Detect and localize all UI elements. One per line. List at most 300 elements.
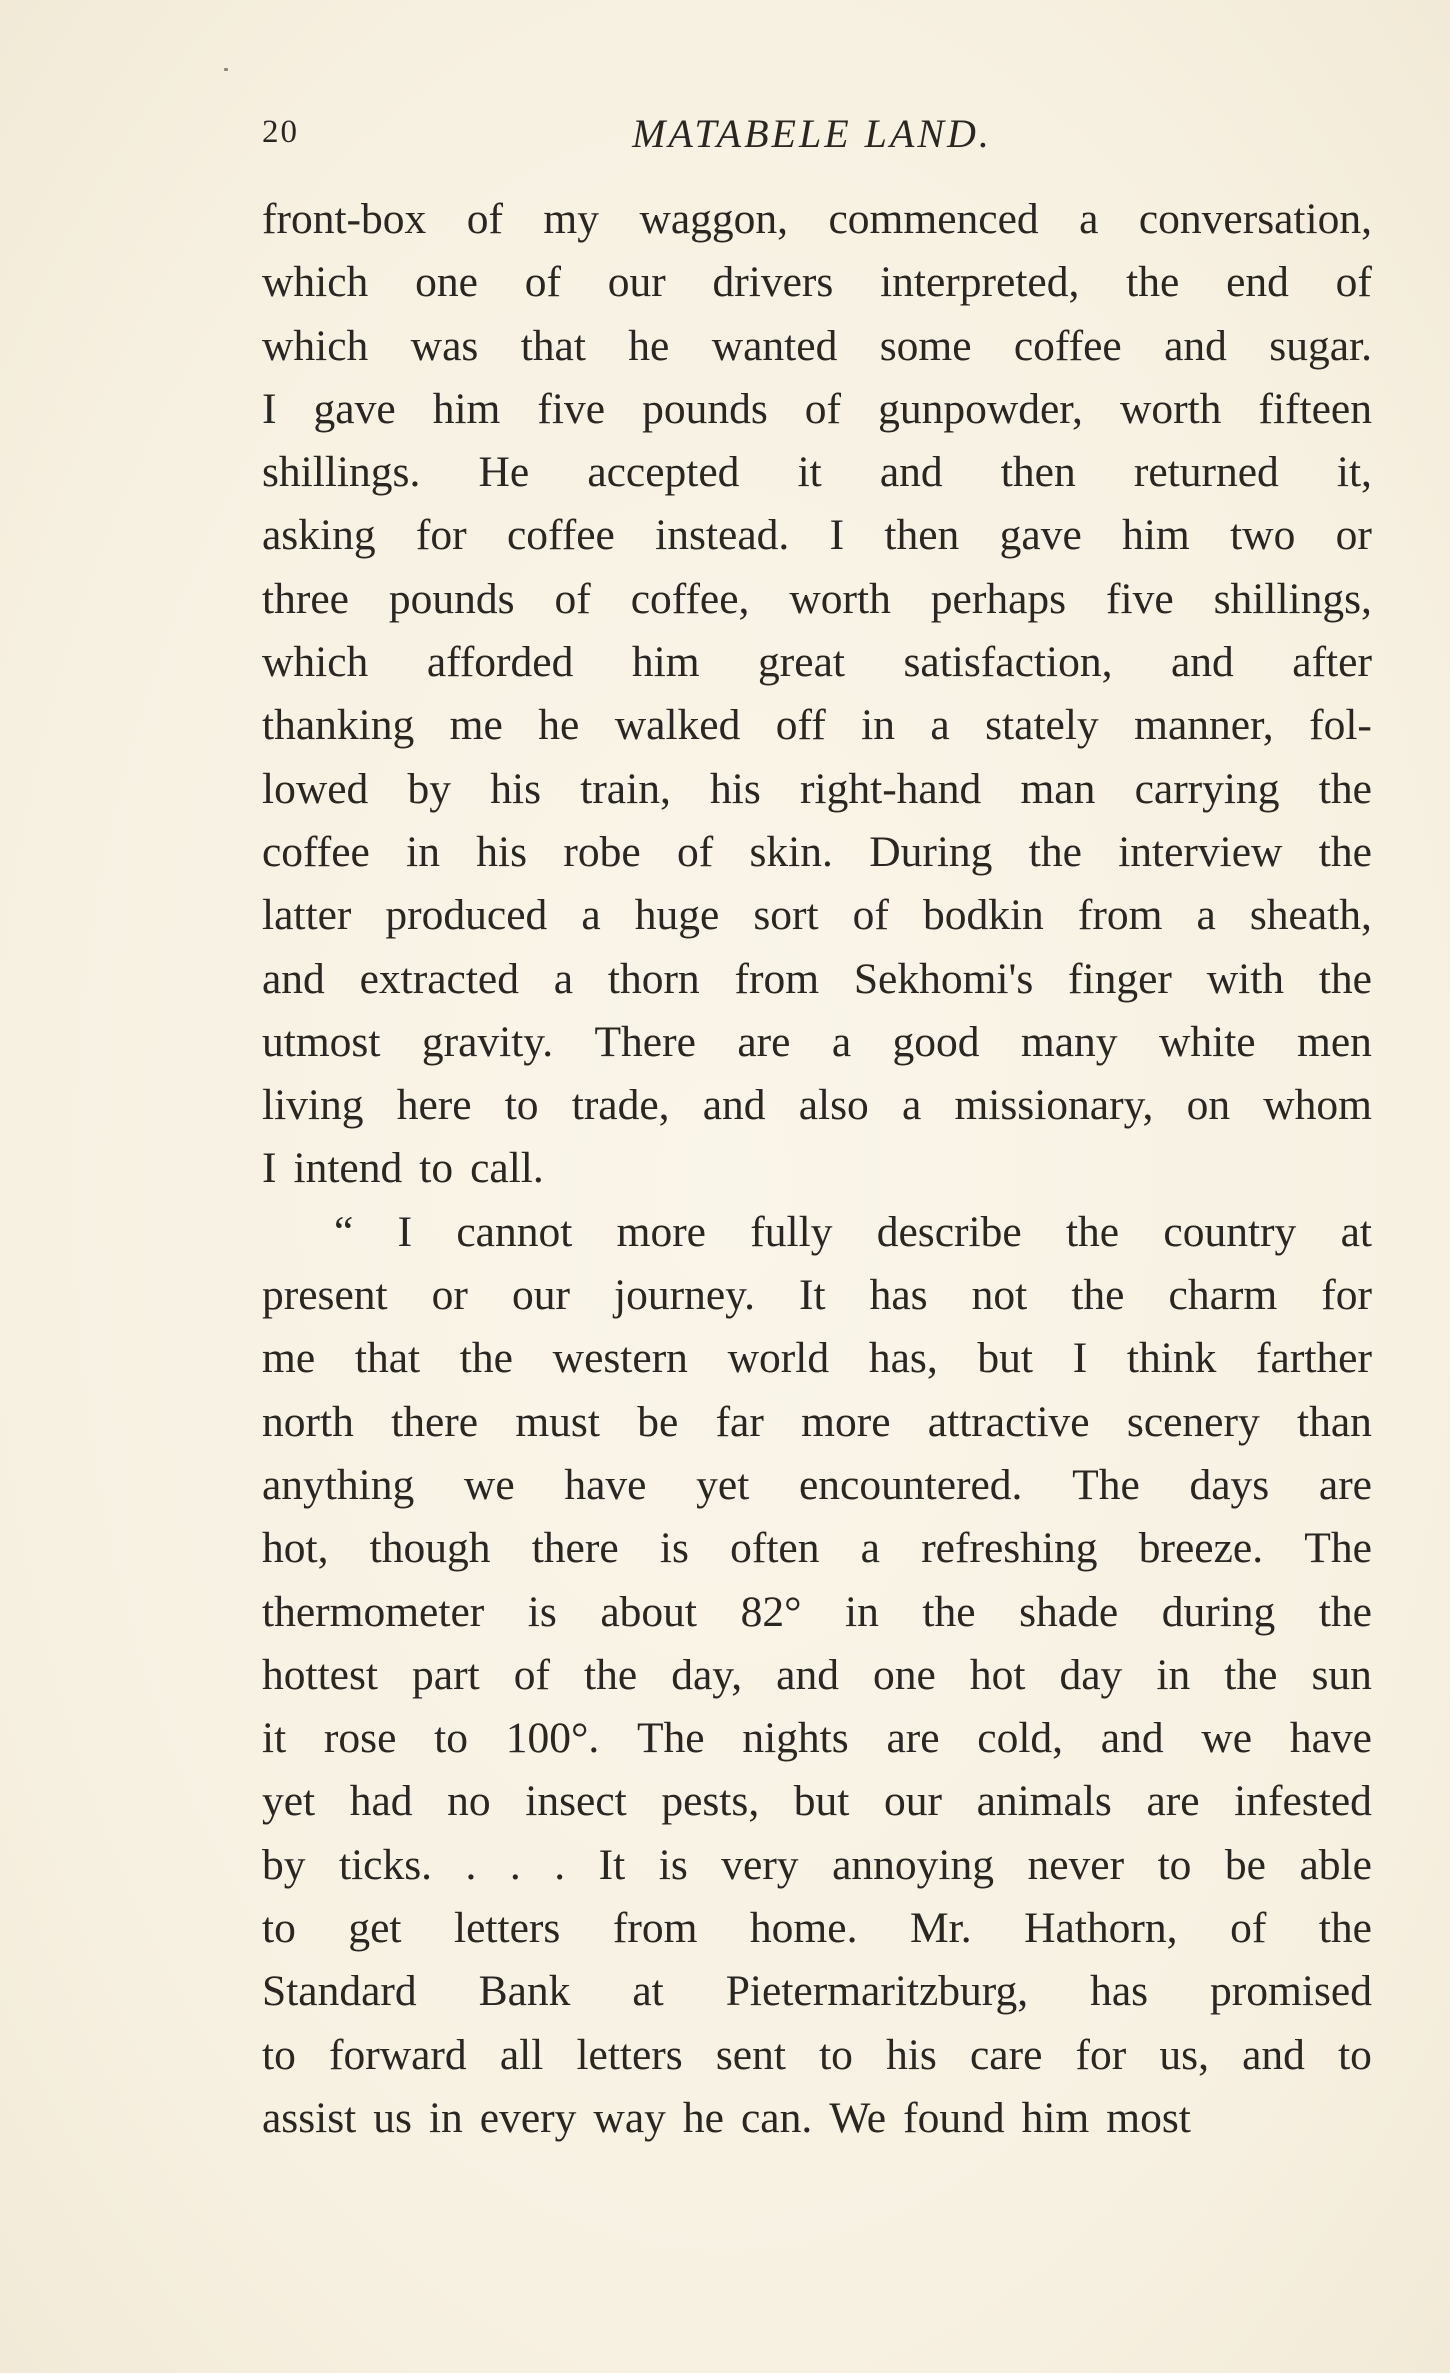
word: many [1020, 1017, 1118, 1066]
word: very [721, 1840, 799, 1889]
text-line [262, 1327, 1372, 1390]
word: his [476, 827, 528, 876]
word: yet [696, 1460, 750, 1509]
word: a [1196, 891, 1216, 940]
word: my [543, 195, 600, 243]
word: the [1028, 827, 1082, 876]
word: him [631, 638, 700, 687]
word: . [509, 1840, 521, 1889]
word: gunpowder, [878, 384, 1083, 433]
word: has [869, 1271, 928, 1320]
word: days [1189, 1460, 1270, 1509]
word: in [845, 1587, 879, 1636]
word: the [459, 1334, 513, 1383]
word: animals [976, 1777, 1112, 1826]
word: gave [999, 511, 1082, 560]
word: 100°. [505, 1714, 600, 1763]
word: gravity. [421, 1017, 554, 1066]
word: country [1163, 1207, 1297, 1256]
word: to [1338, 2030, 1372, 2079]
word: fully [750, 1207, 833, 1256]
word: is [659, 1524, 689, 1573]
word: the [1318, 1904, 1372, 1953]
word: are [886, 1714, 940, 1763]
text-line [262, 251, 1372, 314]
word: hot [969, 1650, 1026, 1699]
word: finger [1068, 954, 1172, 1003]
text-line [262, 1264, 1372, 1327]
word: of [852, 891, 889, 940]
word: that [520, 321, 586, 370]
word: all [499, 2030, 544, 2079]
word: the [1318, 827, 1372, 876]
text-line [262, 1707, 1372, 1770]
word: three [262, 574, 349, 623]
word: more [801, 1397, 891, 1446]
word: and [879, 448, 943, 497]
word: must [515, 1397, 600, 1446]
word: for [1321, 1271, 1372, 1320]
word: and [1100, 1714, 1164, 1763]
word: of [513, 1650, 550, 1699]
word: of [676, 827, 714, 876]
word: or [1335, 511, 1372, 560]
word: him [432, 384, 501, 433]
word: annoying [832, 1840, 994, 1889]
word: his [710, 764, 761, 813]
word: be [637, 1397, 679, 1446]
word: some [879, 321, 972, 370]
word: fol- [1309, 701, 1372, 750]
word: returned [1133, 448, 1279, 497]
word: of [466, 195, 503, 243]
word: think [1126, 1334, 1217, 1383]
word: There [594, 1017, 696, 1066]
word: from [734, 954, 820, 1003]
word: sun [1311, 1650, 1372, 1699]
word: day, [671, 1650, 743, 1699]
word: bodkin [922, 891, 1044, 940]
text-line [262, 504, 1372, 567]
word: I [262, 384, 277, 433]
word: man [1020, 764, 1096, 813]
text-line [262, 1201, 1372, 1264]
word: can. [740, 2093, 813, 2142]
word: him [1021, 2093, 1090, 2142]
text-line [262, 1834, 1372, 1897]
word: I [397, 1207, 413, 1256]
word: whom [1263, 1081, 1372, 1130]
word: get [348, 1904, 402, 1953]
word: a [901, 1081, 922, 1130]
text-line [262, 1074, 1372, 1137]
word: be [1224, 1840, 1266, 1889]
word: are [1146, 1777, 1200, 1826]
word: carrying [1134, 764, 1280, 813]
text-line [262, 694, 1372, 757]
text-line [262, 1137, 1372, 1200]
word: are [1318, 1460, 1372, 1509]
word: satisfaction, [903, 638, 1113, 687]
word: commenced [828, 195, 1039, 243]
word: journey. [614, 1271, 755, 1320]
word: the [1071, 1271, 1125, 1320]
word: to [262, 2030, 296, 2079]
word: shillings, [1213, 574, 1372, 623]
word: north [262, 1397, 354, 1446]
word: found [903, 2093, 1005, 2142]
word: able [1299, 1840, 1372, 1889]
text-line [262, 1517, 1372, 1580]
word: describe [876, 1207, 1022, 1256]
text-line [262, 1011, 1372, 1074]
word: in [406, 827, 440, 876]
word: he [628, 321, 670, 370]
word: instead. [655, 511, 790, 560]
word: front-box [262, 195, 427, 243]
word: train, [580, 764, 671, 813]
word: often [730, 1524, 820, 1573]
word: has [1090, 1967, 1149, 2016]
word: 82° [740, 1587, 802, 1636]
word: he [682, 2093, 724, 2142]
word: missionary, [954, 1081, 1154, 1130]
text-line [262, 948, 1372, 1011]
word: has, [868, 1334, 938, 1383]
word: waggon, [639, 195, 789, 243]
word: in [861, 701, 895, 750]
word: white [1158, 1017, 1256, 1066]
word: afforded [426, 638, 574, 687]
word: asking [262, 511, 376, 560]
word: call. [470, 1144, 544, 1193]
word: way [593, 2093, 666, 2142]
word: every [479, 2093, 577, 2142]
word: is [527, 1587, 557, 1636]
text-line [262, 1770, 1372, 1833]
word: day [1059, 1650, 1123, 1699]
word: letters [576, 2030, 683, 2079]
word: during [1161, 1587, 1276, 1636]
word: to [504, 1081, 539, 1130]
word: perhaps [930, 574, 1067, 623]
word: there [531, 1524, 619, 1573]
word: encountered. [799, 1460, 1023, 1509]
word: great [758, 638, 845, 687]
text-line [262, 2024, 1372, 2087]
word: He [478, 448, 530, 497]
word: off [775, 701, 826, 750]
word: thorn [607, 954, 700, 1003]
word: pounds [388, 574, 515, 623]
word: assist [262, 2093, 357, 2142]
word: him [1122, 511, 1190, 560]
word: sugar. [1269, 321, 1372, 370]
word: we [1201, 1714, 1253, 1763]
word: to [819, 2030, 853, 2079]
word: men [1297, 1017, 1372, 1066]
text-line [262, 1897, 1372, 1960]
word: for [415, 511, 467, 560]
word: During [869, 827, 993, 876]
word: hottest [262, 1650, 378, 1699]
text-line [262, 378, 1372, 441]
word: good [892, 1017, 980, 1066]
word: on [1186, 1081, 1231, 1130]
word: care [969, 2030, 1043, 2079]
text-line [262, 188, 1372, 251]
word: of [1335, 258, 1372, 307]
word: there [391, 1397, 479, 1446]
text-line [262, 315, 1372, 378]
word: utmost [262, 1017, 381, 1066]
word: from [612, 1904, 698, 1953]
word: wanted [711, 321, 838, 370]
word: he [538, 701, 580, 750]
word: us, [1159, 2030, 1209, 2079]
text-line [262, 1960, 1372, 2023]
word: Bank [478, 1967, 571, 2016]
word: and [776, 1650, 839, 1699]
running-title: MATABELE LAND. [632, 111, 992, 156]
word: sent [715, 2030, 786, 2079]
word: latter [262, 891, 352, 940]
word: a [581, 891, 601, 940]
word: coffee, [630, 574, 750, 623]
word: home. [749, 1904, 858, 1953]
word: a [1079, 195, 1099, 243]
word: The [1304, 1524, 1372, 1573]
word: Sekhomi's [853, 954, 1034, 1003]
word: drivers [712, 258, 834, 307]
text-line [262, 821, 1372, 884]
word: or [431, 1271, 468, 1320]
word: skin. [749, 827, 833, 876]
word: interview [1118, 827, 1283, 876]
word: cannot [456, 1207, 573, 1256]
word: the [1065, 1207, 1120, 1256]
word: It [799, 1271, 826, 1320]
word: the [1126, 258, 1180, 307]
word: the [922, 1587, 976, 1636]
word: five [537, 384, 606, 433]
word: worth [789, 574, 891, 623]
word: letters [454, 1904, 561, 1953]
word: attractive [927, 1397, 1090, 1446]
word: the [584, 1650, 638, 1699]
word: one [873, 1650, 936, 1699]
word: had [349, 1777, 413, 1826]
word: walked [614, 701, 741, 750]
word: a [831, 1017, 852, 1066]
word: refreshing [921, 1524, 1098, 1573]
word: breeze. [1138, 1524, 1264, 1573]
word: thermometer [262, 1587, 485, 1636]
word: intend [293, 1144, 403, 1193]
word: of [524, 258, 561, 307]
word: . [465, 1840, 477, 1889]
word: trade, [571, 1081, 670, 1130]
word: farther [1256, 1334, 1372, 1383]
word: nights [742, 1714, 849, 1763]
word: part [412, 1650, 480, 1699]
word: forward [328, 2030, 467, 2079]
word: was [410, 321, 479, 370]
page-header [262, 110, 1372, 166]
word: cold, [977, 1714, 1064, 1763]
word: Pietermaritzburg, [725, 1967, 1029, 2016]
word: end [1226, 258, 1289, 307]
word: stately [985, 701, 1099, 750]
word: his [490, 764, 542, 813]
word: world [727, 1334, 830, 1383]
word: shade [1019, 1587, 1119, 1636]
word: two [1230, 511, 1296, 560]
word: a [860, 1524, 880, 1573]
word: conversation, [1138, 195, 1372, 243]
text-line [262, 1391, 1372, 1454]
word: I [262, 1144, 277, 1193]
page-number: 20 [262, 114, 299, 150]
word: We [829, 2093, 887, 2142]
word: our [607, 258, 666, 307]
word: with [1206, 954, 1285, 1003]
word: me [262, 1334, 316, 1383]
word: pounds [642, 384, 768, 433]
word: more [616, 1207, 706, 1256]
word: a [553, 954, 574, 1003]
word: but [793, 1777, 850, 1826]
word: which [262, 321, 369, 370]
word: us [373, 2093, 412, 2142]
word: though [369, 1524, 491, 1573]
word: and [262, 954, 325, 1003]
word: from [1077, 891, 1163, 940]
word: for [1075, 2030, 1127, 2079]
word: his [886, 2030, 937, 2079]
text-line [262, 568, 1372, 631]
word: yet [262, 1777, 316, 1826]
word: is [658, 1840, 688, 1889]
word: not [971, 1271, 1028, 1320]
word: here [396, 1081, 472, 1130]
word: Standard [262, 1967, 417, 2016]
word: present [262, 1271, 388, 1320]
word: shillings. [262, 448, 421, 497]
text-line [262, 2087, 1372, 2150]
word: our [511, 1271, 570, 1320]
text-line [262, 1581, 1372, 1644]
word: about [600, 1587, 698, 1636]
word: insect [525, 1777, 627, 1826]
word: that [354, 1334, 421, 1383]
word: Hathorn, [1024, 1904, 1178, 1953]
word: we [463, 1460, 515, 1509]
word: interpreted, [880, 258, 1080, 307]
word: by [407, 764, 452, 813]
word: and [1164, 321, 1227, 370]
word: thanking [262, 701, 415, 750]
word: gave [313, 384, 396, 433]
word: to [262, 1904, 296, 1953]
word: and [1242, 2030, 1305, 2079]
word: It [598, 1840, 626, 1889]
text-line [262, 758, 1372, 821]
word: it [262, 1714, 287, 1763]
word: which [262, 258, 369, 307]
word: after [1292, 638, 1372, 687]
word: the [1318, 764, 1372, 813]
word: at [632, 1967, 664, 2016]
text-line [262, 1454, 1372, 1517]
word: to [1157, 1840, 1192, 1889]
word: of [804, 384, 842, 433]
word: I [829, 511, 845, 560]
word: robe [563, 827, 641, 876]
word: promised [1210, 1967, 1372, 2016]
word: five [1106, 574, 1174, 623]
word: at [1340, 1207, 1372, 1256]
word: by [262, 1840, 306, 1889]
word: which [262, 638, 369, 687]
word: far [715, 1397, 764, 1446]
word: the [1318, 954, 1372, 1003]
word: sheath, [1249, 891, 1372, 940]
paper-speck [224, 68, 228, 71]
word: me [449, 701, 503, 750]
word: scenery [1126, 1397, 1260, 1446]
word: in [428, 2093, 463, 2142]
word: then [884, 511, 960, 560]
word: no [447, 1777, 491, 1826]
word: ticks. [339, 1840, 433, 1889]
word: hot, [262, 1524, 329, 1573]
word: it [797, 448, 822, 497]
word: The [1072, 1460, 1140, 1509]
word: extracted [359, 954, 519, 1003]
word: to [434, 1714, 468, 1763]
word: to [419, 1144, 454, 1193]
word: of [1230, 1904, 1267, 1953]
word: but [977, 1334, 1034, 1383]
word: have [1289, 1714, 1372, 1763]
text-line [262, 631, 1372, 694]
word: right-hand [800, 764, 982, 813]
word: living [262, 1081, 364, 1130]
word: coffee [262, 827, 370, 876]
word: infested [1234, 1777, 1372, 1826]
word: one [415, 258, 478, 307]
word: coffee [1013, 321, 1122, 370]
word: sort [753, 891, 819, 940]
word: manner, [1134, 701, 1274, 750]
word: western [552, 1334, 688, 1383]
word: it, [1336, 448, 1372, 497]
word: produced [385, 891, 548, 940]
word: and [1170, 638, 1234, 687]
text-line [262, 884, 1372, 947]
word: then [1000, 448, 1076, 497]
word: charm [1168, 1271, 1278, 1320]
word: are [737, 1017, 791, 1066]
word: The [636, 1714, 705, 1763]
word: fifteen [1258, 384, 1372, 433]
word: the [1318, 1587, 1372, 1636]
word: anything [262, 1460, 415, 1509]
word: the [1224, 1650, 1278, 1699]
word: Mr. [909, 1904, 972, 1953]
word: . [554, 1840, 566, 1889]
